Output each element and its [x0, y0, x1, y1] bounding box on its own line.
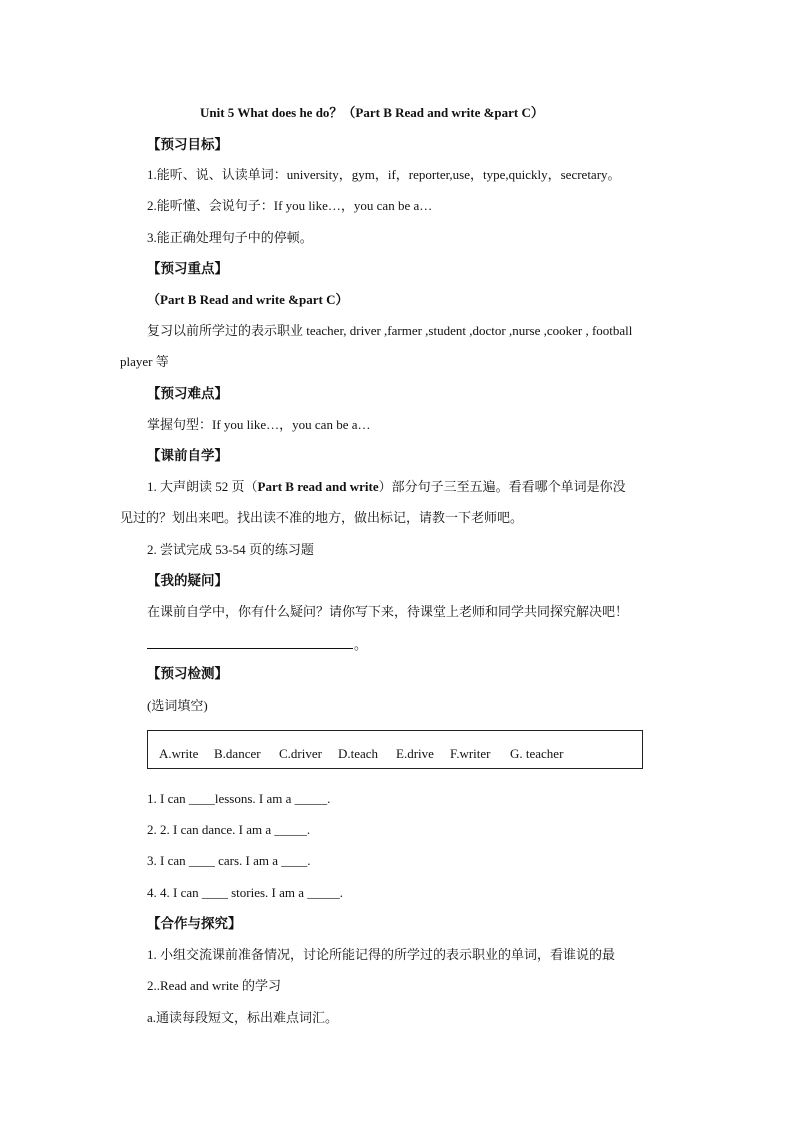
difficulties-heading: 【预习难点】 — [147, 386, 228, 401]
goal-item-3: 3.能正确处理句子中的停顿。 — [147, 230, 313, 245]
key-points-heading: 【预习重点】 — [147, 261, 228, 276]
questions-heading: 【我的疑问】 — [147, 573, 228, 588]
option-e: E.drive — [396, 746, 434, 761]
exercise-3: 3. I can ____ cars. I am a ____. — [147, 853, 311, 868]
option-d: D.teach — [338, 746, 379, 761]
option-c: C.driver — [279, 746, 322, 761]
option-f: F.writer — [450, 746, 491, 761]
self-study-item-1-line-2: 见过的？划出来吧。找出读不准的地方，做出标记，请教一下老师吧。 — [120, 510, 524, 525]
exercise-1: 1. I can ____lessons. I am a _____. — [147, 791, 331, 806]
cooperation-item-1: 1. 小组交流课前准备情况，讨论所能记得的所学过的表示职业的单词，看谁说的最 — [147, 947, 616, 962]
cooperation-item-2: 2..Read and write 的学习 — [147, 978, 281, 993]
self-study-item-1 — [147, 478, 626, 496]
exercise-2: 2. 2. I can dance. I am a _____. — [147, 822, 311, 837]
page-title: Unit 5 What does he do？（Part B Read and write &part C） — [200, 105, 544, 120]
goal-item-2: 2.能听懂、会说句子：If you like…，you can be a… — [147, 198, 433, 213]
self-study-item-1-prefix: 1. 大声朗读 52 页（ — [147, 479, 258, 494]
option-a: A.write — [159, 746, 199, 761]
answer-blank-line[interactable] — [147, 648, 353, 649]
answer-period: 。 — [354, 637, 368, 652]
key-points-line-2: player 等 — [120, 354, 169, 369]
goal-item-1: 1.能听、说、认读单词：university，gym，if，reporter,use，type,quickly，secretary。 — [147, 167, 621, 182]
check-instruction: (选词填空) — [147, 698, 208, 713]
goals-heading: 【预习目标】 — [147, 137, 228, 152]
option-b: B.dancer — [214, 746, 261, 761]
exercise-4: 4. 4. I can ____ stories. I am a _____. — [147, 885, 344, 900]
option-g: G. teacher — [510, 746, 564, 761]
word-options-box — [147, 730, 643, 769]
questions-text: 在课前自学中，你有什么疑问？请你写下来，待课堂上老师和同学共同探究解决吧！ — [147, 604, 629, 619]
key-points-subtitle: （Part B Read and write &part C） — [147, 292, 349, 307]
self-study-item-1-suffix: ）部分句子三至五遍。看看哪个单词是你没 — [378, 479, 626, 494]
key-points-line-1: 复习以前所学过的表示职业 teacher, driver ,farmer ,student ,doctor ,nurse ,cooker , football — [147, 323, 633, 338]
cooperation-heading: 【合作与探究】 — [147, 916, 242, 931]
self-study-item-2: 2. 尝试完成 53-54 页的练习题 — [147, 542, 314, 557]
cooperation-item-3: a.通读每段短文，标出难点词汇。 — [147, 1010, 339, 1025]
difficulties-text: 掌握句型：If you like…，you can be a… — [147, 417, 371, 432]
check-heading: 【预习检测】 — [147, 666, 228, 681]
self-study-item-1-bold: Part B read and write — [257, 479, 379, 494]
self-study-heading: 【课前自学】 — [147, 448, 228, 463]
